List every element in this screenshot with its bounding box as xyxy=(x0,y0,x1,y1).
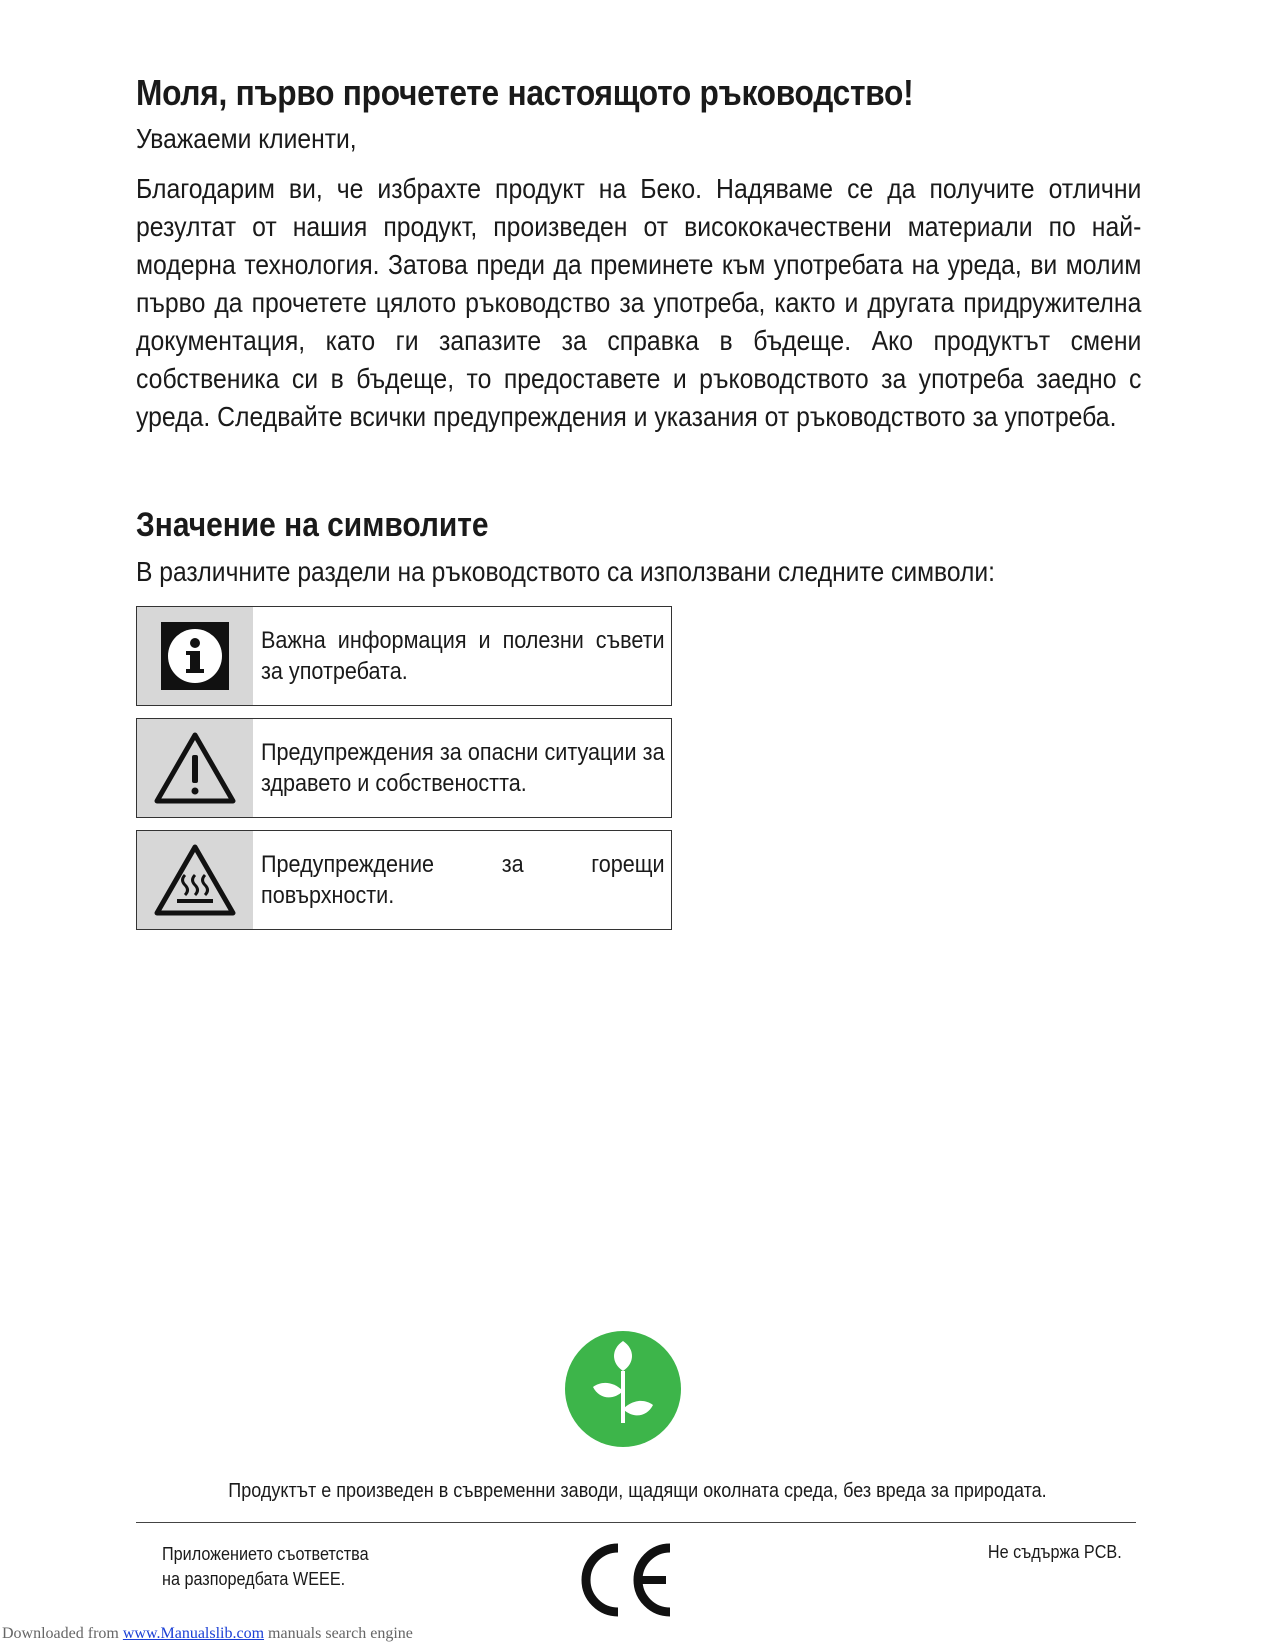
symbol-text: Предупреждения за опасни ситуации за здравето и собствеността. xyxy=(261,739,665,797)
intro-paragraph: Благодарим ви, че избрахте продукт на Беко. Надяваме се да получите отлични резултат от нашия продукт, произведен от висококачествени материали по най-модерна технология. Затова преди да преминете към употребата на уреда, ви молим първо да прочетете цялото ръководство за употреба, както и другата придружителна документация, като ги запазите за справка в бъдеще. Ако продуктът смени собственика си в бъдеще, то предоставете и ръководството за употреба заедно с уреда. Следвайте всички предупреждения и указания от ръководството за употреба. xyxy=(136,173,1142,432)
footer-divider xyxy=(136,1522,1136,1523)
download-footer: Downloaded from www.Manualslib.com manuals search engine xyxy=(2,1625,413,1642)
info-icon xyxy=(137,607,253,705)
symbol-text: Важна информация и полезни съвети за употребата. xyxy=(261,627,665,685)
weee-text: Приложението съответства на разпоредбата WEEE. xyxy=(162,1544,369,1589)
manualslib-link[interactable]: www.Manualslib.com xyxy=(122,1625,265,1642)
symbol-box-info xyxy=(136,606,672,706)
symbol-text: Предупреждение за горещи повърхности. xyxy=(261,851,665,909)
symbols-intro: В различните раздели на ръководството са използвани следните символи: xyxy=(136,556,995,587)
ce-mark-icon xyxy=(572,1540,676,1625)
greeting: Уважаеми клиенти, xyxy=(136,123,357,154)
eco-text: Продуктът е произведен в съвременни заводи, щадящи околната среда, без вреда за природата. xyxy=(228,1480,1047,1502)
eco-leaf-icon xyxy=(565,1331,681,1452)
hot-surface-icon xyxy=(137,831,253,929)
symbols-heading: Значение на символите xyxy=(136,506,489,544)
symbol-box-hot-surface xyxy=(136,830,672,930)
pcb-text: Не съдържа PCB. xyxy=(988,1542,1122,1562)
symbol-box-warning xyxy=(136,718,672,818)
page-title: Моля, първо прочетете настоящото ръководство! xyxy=(136,72,914,113)
warning-triangle-icon xyxy=(137,719,253,817)
